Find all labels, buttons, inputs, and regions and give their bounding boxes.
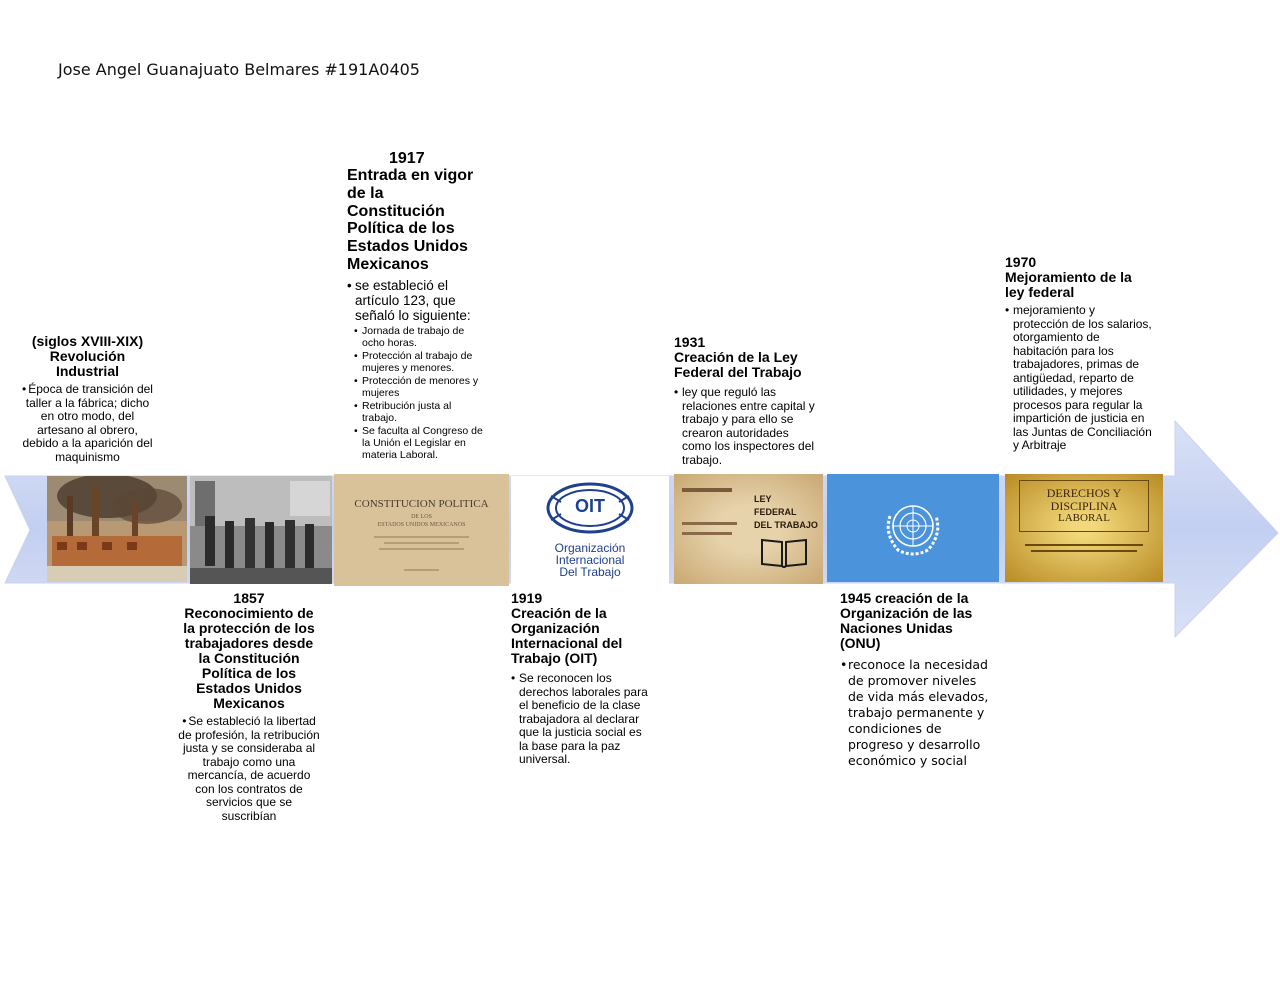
event-1917-sub-3: • Protección de menores y mujeres [354,375,485,399]
ley-title-line2: FEDERAL [754,507,797,517]
derechos-disciplina-image [1005,474,1163,582]
event-1917-year: 1917 [389,150,425,167]
event-1970 [1005,255,1153,453]
event-1970-bullet: • mejoramiento y protección de los salarios, otorgamiento de habitación para los trabajadores, primas de antigüedad, reparto de utilidades, y mejores procesos para regular la impartición de justicia en las Juntas de Conciliación y Arbitraje [1005,304,1153,453]
event-1917 [347,150,485,462]
event-1917-title: Entrada en vigor de la Constitución Política de los Estados Unidos Mexicanos [347,167,474,273]
oit-logo-line1: Organización [554,541,626,555]
un-logo-image [827,474,999,582]
event-1970-title: Mejoramiento de la ley federal [1005,269,1132,300]
constitution-title-line2: DE LOS [411,514,432,520]
event-1917-sub-5: • Se faculta al Congreso de la Unión el Legislar en materia Laboral. [354,425,485,461]
event-1857-year: 1857 [233,590,265,606]
industrial-revolution-image [47,476,187,582]
event-1970-year: 1970 [1005,254,1037,270]
event-industrial-revolution-title-3: Industrial [55,363,119,379]
event-1917-sub-2: • Protección al trabajo de mujeres y menores. [354,350,485,374]
constitution-document-image [334,474,509,586]
oit-logo-line2: Internacional [555,553,625,567]
oit-logo-line3: Del Trabajo [559,565,621,579]
ley-title-line3: DEL TRABAJO [754,520,818,530]
oit-logo-acronym: OIT [575,496,605,516]
event-industrial-revolution [20,334,155,464]
event-1919-title: Creación de la Organización Internacional del Trabajo (OIT) [511,605,623,666]
event-1919-bullet: • Se reconocen los derechos laborales para el beneficio de la clase trabajadora al declarar que la justicia social es la base para la paz universal. [511,672,651,767]
event-1857-bullet: • Se estableció la libertad de profesión, la retribución justa y se consideraba al trabajo como una mercancía, de acuerdo con los contratos de servicios que se suscribían [178,715,320,823]
event-1917-sub-1: • Jornada de trabajo de ocho horas. [354,325,485,349]
oit-logo-image [511,476,669,584]
event-1931 [674,335,820,467]
event-1917-bullet: • se estableció el artículo 123, que señaló lo siguiente: [347,278,485,323]
derechos-title-line2: DISCIPLINA [1050,499,1118,513]
event-1931-title: Creación de la Ley Federal del Trabajo [674,349,802,380]
ley-title-line1: LEY [754,494,772,504]
congress-1857-photo [190,476,332,584]
event-1931-year: 1931 [674,334,706,350]
author-name: Jose Angel Guanajuato Belmares #191A0405 [58,60,420,79]
derechos-title-line3: LABORAL [1058,512,1110,524]
event-1857-title: Reconocimiento de la protección de los trabajadores desde la Constitución Política de los Estados Unidos Mexicanos [183,605,315,711]
derechos-title-line1: DERECHOS Y [1046,486,1122,500]
event-industrial-revolution-title-2: Revolución [49,348,126,364]
constitution-title-line1: CONSTITUCION POLITICA [354,498,489,510]
event-1945-title: 1945 creación de la Organización de las Naciones Unidas (ONU) [840,590,973,651]
event-1917-sub-4: • Retribución justa al trabajo. [354,400,485,424]
ley-federal-image [674,474,823,584]
book-icon [760,536,808,568]
event-1945-bullet: • reconoce la necesidad de promover niveles de vida más elevados, trabajo permanente y condiciones de progreso y desarrollo económico y social [840,657,990,769]
event-1919 [511,591,651,767]
event-industrial-revolution-title-1: (siglos XVIII-XIX) [31,333,144,349]
event-1857 [178,591,320,823]
event-1919-year: 1919 [511,590,543,606]
event-1945 [840,591,990,769]
constitution-title-line3: ESTADOS UNIDOS MEXICANOS [377,522,466,528]
event-industrial-revolution-bullet: • Época de transición del taller a la fábrica; dicho en otro modo, del artesano al obrero, debido a la aparición del maquinismo [20,383,155,464]
event-1931-bullet: • ley que reguló las relaciones entre capital y trabajo y para ello se crearon autoridades como los inspectores del trabajo. [674,386,820,467]
